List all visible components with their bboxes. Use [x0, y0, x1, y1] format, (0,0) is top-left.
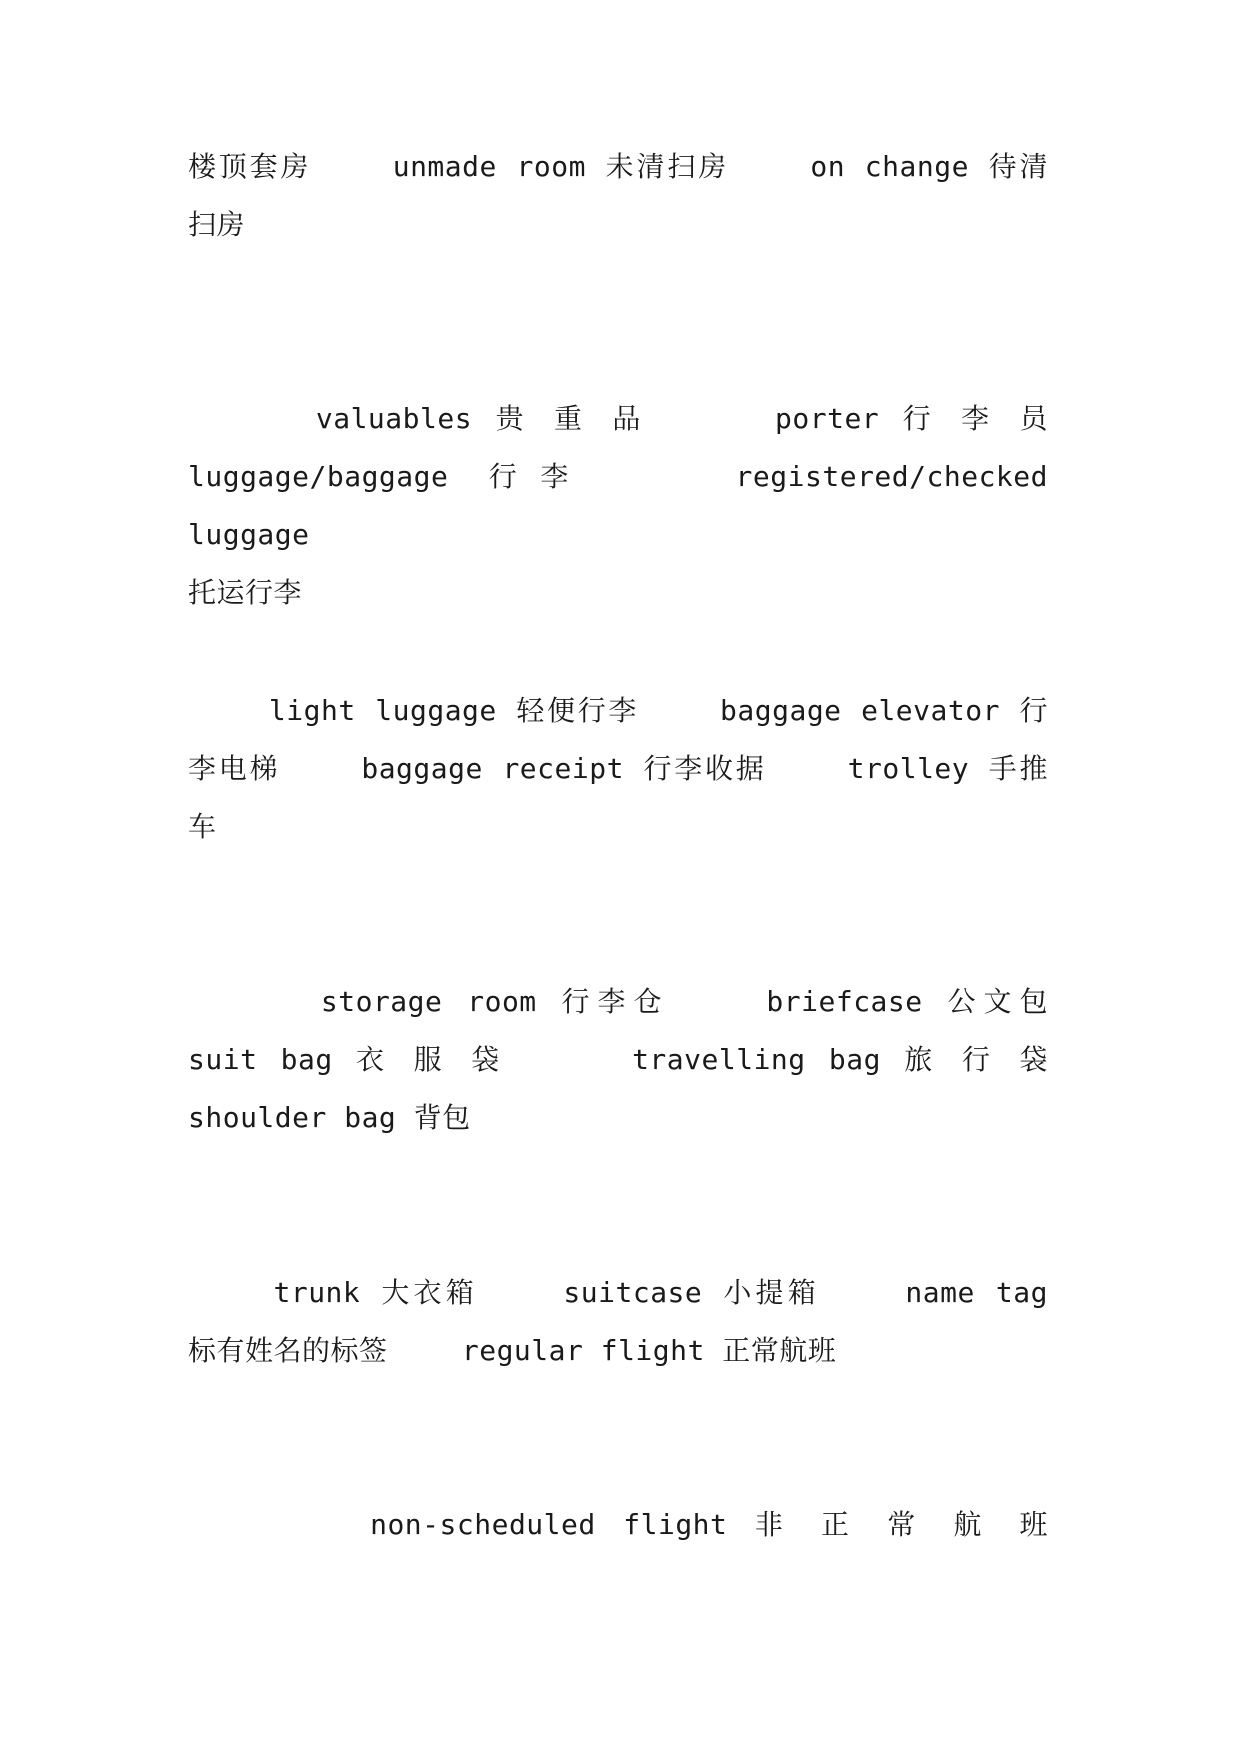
paragraph-line: 标有姓名的标签 regular flight 正常航班	[188, 1334, 837, 1367]
paragraph-line: shoulder bag 背包	[188, 1101, 471, 1134]
paragraph-line: trunk 大衣箱 suitcase 小提箱 name tag	[188, 1276, 1048, 1309]
paragraph-line: luggage/baggage 行李 registered/checked luggage	[188, 460, 1048, 551]
paragraph-line: suit bag 衣 服 袋 travelling bag 旅 行 袋	[188, 1043, 1048, 1076]
paragraph-line: 楼顶套房 unmade room 未清扫房 on change 待清	[188, 150, 1048, 183]
paragraph-2	[188, 390, 1048, 622]
paragraph-5	[188, 1264, 1048, 1380]
paragraph-line: 托运行李	[188, 576, 303, 609]
paragraph-line: 车	[188, 810, 217, 843]
paragraph-line: 李电梯 baggage receipt 行李收据 trolley 手推	[188, 752, 1048, 785]
paragraph-line: 扫房	[188, 208, 246, 241]
paragraph-3	[188, 682, 1048, 856]
paragraph-6	[188, 1496, 1048, 1554]
paragraph-1	[188, 138, 1048, 254]
paragraph-line: storage room 行李仓 briefcase 公文包	[188, 985, 1048, 1018]
paragraph-line: light luggage 轻便行李 baggage elevator 行	[188, 694, 1048, 727]
paragraph-4	[188, 973, 1048, 1147]
paragraph-line: non-scheduled flight 非 正 常 航 班	[188, 1508, 1048, 1541]
paragraph-line: valuables 贵 重 品 porter 行 李 员	[188, 402, 1048, 435]
